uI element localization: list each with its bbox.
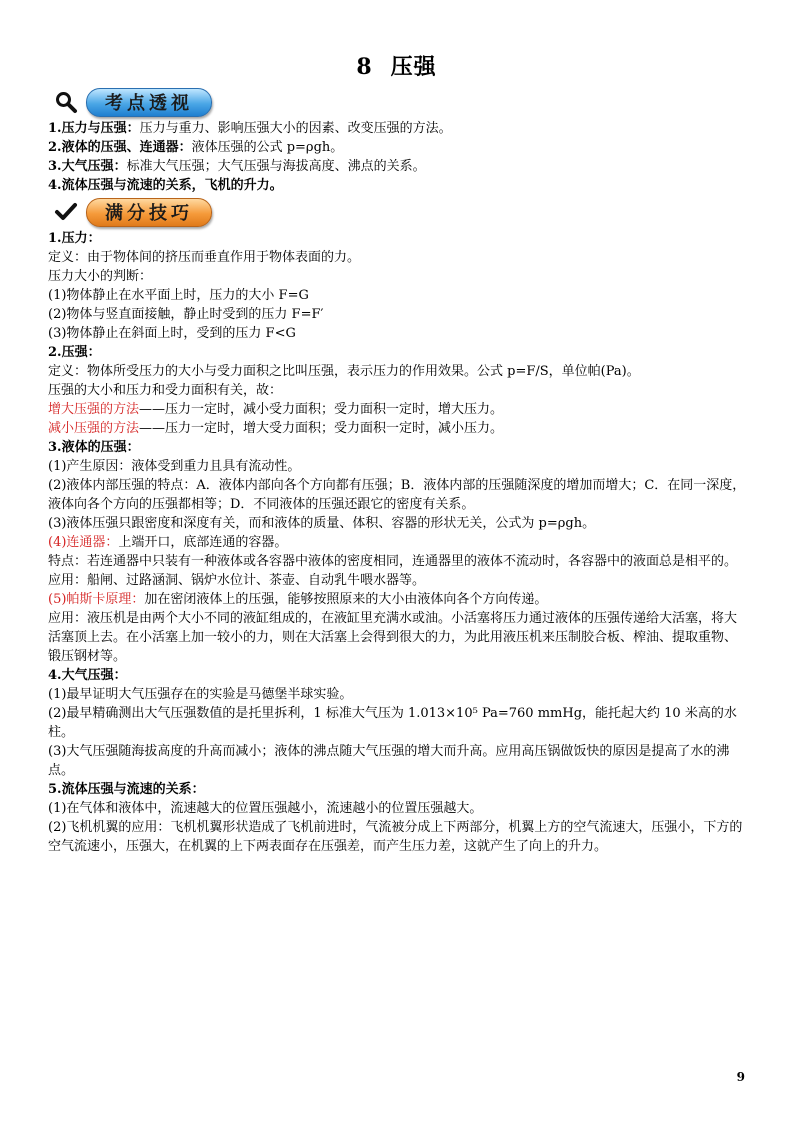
page-title — [0, 50, 793, 81]
section-heading: 1.压力： — [48, 231, 101, 246]
jiqiao-content — [48, 229, 748, 856]
text-line: 定义：由于物体间的挤压而垂直作用于物体表面的力。 — [48, 250, 361, 265]
text-line: 增大压强的方法——压力一定时，减小受力面积；受力面积一定时，增大压力。 — [48, 402, 504, 417]
kaodian-list — [48, 119, 748, 195]
text-line: (2)飞机机翼的应用：飞机机翼形状造成了飞机前进时，气流被分成上下两部分，机翼上方的空气流速大，压强小，下方的空气流速小，压强大，在机翼的上下两表面存在压强差，而产生压力差，这就产生了向上的升力。 — [48, 820, 743, 854]
kaodian-item: 3.大气压强：标准大气压强；大气压强与海拔高度、沸点的关系。 — [48, 159, 426, 174]
section-heading: 3.液体的压强： — [48, 440, 140, 455]
highlight-label: (5)帕斯卡原理： — [48, 592, 145, 607]
magnifier-icon — [52, 89, 80, 115]
kaodian-banner-label: 考点透视 — [86, 88, 212, 117]
text-line: (1)物体静止在水平面上时，压力的大小 F=G — [48, 288, 309, 303]
page-number: 9 — [736, 1070, 745, 1084]
text-line: 定义：物体所受压力的大小与受力面积之比叫压强，表示压力的作用效果。公式 p=F/S，单位帕(Pa)。 — [48, 364, 640, 379]
text-line: 减小压强的方法——压力一定时，增大受力面积；受力面积一定时，减小压力。 — [48, 421, 504, 436]
text-line: 应用：船闸、过路涵洞、锅炉水位计、茶壶、自动乳牛喂水器等。 — [48, 573, 426, 588]
text-line: 应用：液压机是由两个大小不同的液缸组成的，在液缸里充满水或油。小活塞将压力通过液体的压强传递给大活塞，将大活塞顶上去。在小活塞上加一较小的力，则在大活塞上会得到很大的力，为此用液压机来压制胶合板、榨油、提取重物、锻压钢材等。 — [48, 611, 738, 664]
highlight-label: (4)连通器： — [48, 535, 119, 550]
kaodian-banner — [52, 86, 212, 118]
highlight-label: 增大压强的方法 — [48, 402, 140, 417]
highlight-label: 减小压强的方法 — [48, 421, 140, 436]
text-line: (5)帕斯卡原理：加在密闭液体上的压强，能够按照原来的大小由液体向各个方向传递。 — [48, 592, 548, 607]
text-line: 压强的大小和压力和受力面积有关，故： — [48, 383, 283, 398]
kaodian-item: 2.液体的压强、连通器：液体压强的公式 p=ρgh。 — [48, 140, 344, 155]
text-line: (3)大气压强随海拔高度的升高而减小；液体的沸点随大气压强的增大而升高。应用高压锅做饭快的原因是提高了水的沸点。 — [48, 744, 730, 778]
text-line: (4)连通器：上端开口，底部连通的容器。 — [48, 535, 288, 550]
text-line: (3)物体静止在斜面上时，受到的压力 F<G — [48, 326, 296, 341]
kaodian-item: 4.流体压强与流速的关系，飞机的升力。 — [48, 178, 283, 193]
checkmark-icon — [52, 199, 80, 225]
text-line: (2)物体与竖直面接触，静止时受到的压力 F=F′ — [48, 307, 324, 322]
text-line: (2)最早精确测出大气压强数值的是托里拆利，1 标准大气压为 1.013×10⁵ Pa=760 mmHg，能托起大约 10 米高的水柱。 — [48, 706, 737, 740]
kaodian-item: 1.压力与压强：压力与重力、影响压强大小的因素、改变压强的方法。 — [48, 121, 452, 136]
jiqiao-banner-label: 满分技巧 — [86, 198, 212, 227]
chapter-number: 8 — [356, 54, 373, 80]
chapter-title: 压强 — [390, 54, 437, 80]
text-line: (1)产生原因：液体受到重力且具有流动性。 — [48, 459, 301, 474]
text-line: (1)在气体和液体中，流速越大的位置压强越小，流速越小的位置压强越大。 — [48, 801, 483, 816]
text-line: (1)最早证明大气压强存在的实验是马德堡半球实验。 — [48, 687, 353, 702]
section-heading: 5.流体压强与流速的关系： — [48, 782, 205, 797]
section-heading: 2.压强： — [48, 345, 101, 360]
text-line: (2)液体内部压强的特点：A．液体内部向各个方向都有压强；B．液体内部的压强随深度的增加而增大；C．在同一深度，液体向各个方向的压强都相等；D．不同液体的压强还跟它的密度有关系。 — [48, 478, 746, 512]
jiqiao-banner — [52, 196, 212, 228]
text-line: (3)液体压强只跟密度和深度有关，而和液体的质量、体积、容器的形状无关，公式为 p=ρgh。 — [48, 516, 596, 531]
text-line: 压力大小的判断： — [48, 269, 153, 284]
section-heading: 4.大气压强： — [48, 668, 127, 683]
text-line: 特点：若连通器中只装有一种液体或各容器中液体的密度相同，连通器里的液体不流动时，各容器中的液面总是相平的。 — [48, 554, 738, 569]
